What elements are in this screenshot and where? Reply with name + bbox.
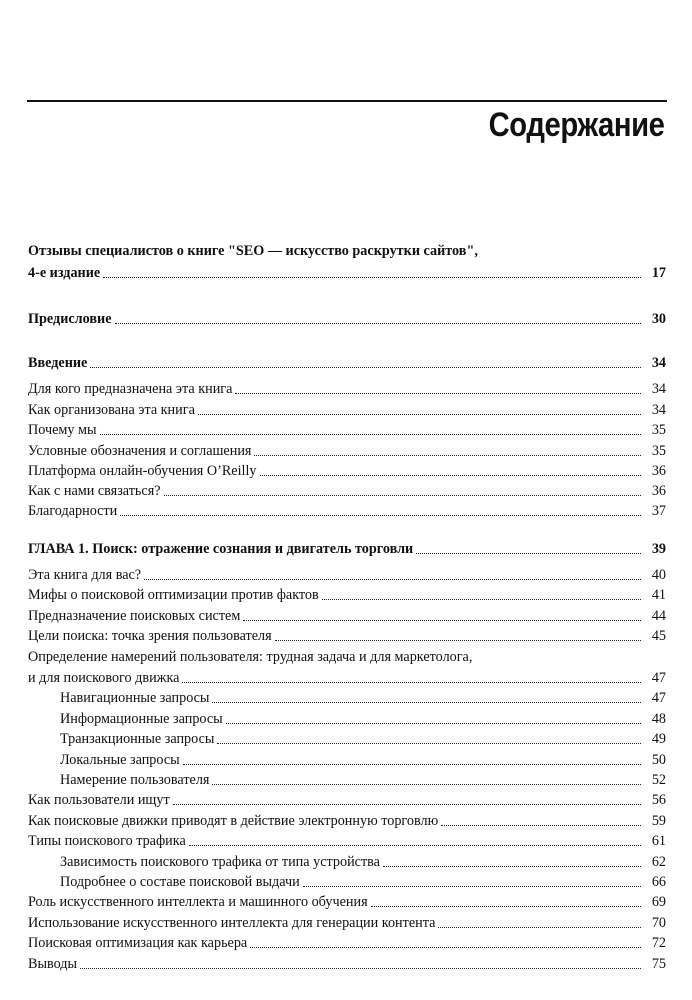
toc-entry[interactable] [60,851,666,871]
toc-entry-page: 36 [651,483,666,499]
toc-entry-page: 39 [651,541,666,557]
toc-entry-title: Транзакционные запросы [60,731,215,747]
dot-leader [144,578,641,580]
toc-entry-page: 66 [651,874,666,890]
dot-leader [322,598,641,600]
dot-leader [438,926,641,928]
dot-leader [212,783,641,785]
dot-leader [80,967,641,969]
toc-entry-page: 47 [651,670,666,686]
toc-entry-page: 48 [651,711,666,727]
toc-entry-title: Условные обозначения и соглашения [28,443,252,459]
toc-entry-title: Для кого предназначена эта книга [28,381,233,397]
toc-entry-page: 72 [651,935,666,951]
toc-entry-page: 41 [651,587,666,603]
dot-leader [383,865,641,867]
toc-entry-title: Намерение пользователя [60,772,210,788]
toc-entry[interactable] [28,419,666,439]
toc-entry[interactable] [60,708,666,728]
dot-leader [182,681,641,683]
toc-entry-title: Эта книга для вас? [28,567,142,583]
toc-entry-title: Роль искусственного интеллекта и машинного обучения [28,894,368,910]
toc-entry-title: Выводы [28,956,78,972]
toc-entry-page: 34 [651,355,666,371]
toc-entry-page: 61 [651,833,666,849]
toc-entry[interactable] [28,667,666,687]
dot-leader [371,905,641,907]
toc-entry-title: 4-е издание [28,265,101,281]
toc-entry-page: 37 [651,503,666,519]
dot-leader [173,803,641,805]
toc-entry-title: Введение [28,355,88,371]
toc-entry-title: Благодарности [28,503,118,519]
toc-entry[interactable] [28,953,666,973]
dot-leader [250,946,641,948]
toc-entry[interactable] [28,378,666,398]
toc-entry[interactable] [28,480,666,500]
toc-entry[interactable] [28,240,666,260]
toc-entry[interactable] [28,932,666,952]
toc-entry-page: 59 [651,813,666,829]
toc-entry-page: 40 [651,567,666,583]
toc-entry-title: Определение намерений пользователя: трудная задача и для маркетолога, [28,649,473,665]
toc-entry-page: 49 [651,731,666,747]
toc-entry[interactable] [28,308,666,328]
toc-entry-title: Как с нами связаться? [28,483,161,499]
toc-entry-page: 70 [651,915,666,931]
toc-entry[interactable] [28,789,666,809]
toc-entry-page: 52 [651,772,666,788]
dot-leader [212,701,641,703]
toc-entry-title: Использование искусственного интеллекта для генерации контента [28,915,436,931]
toc-entry-title: Предисловие [28,311,112,327]
dot-leader [303,885,641,887]
dot-leader [189,844,641,846]
toc-entry-title: ГЛАВА 1. Поиск: отражение сознания и двигатель торговли [28,541,414,557]
toc-entry-page: 17 [651,265,666,281]
dot-leader [254,454,641,456]
toc-entry[interactable] [28,262,666,282]
toc-entry[interactable] [28,399,666,419]
toc-entry-page: 45 [651,628,666,644]
page-title: Содержание [488,106,664,144]
dot-leader [198,413,641,415]
toc-entry-page: 44 [651,608,666,624]
toc-entry[interactable] [28,625,666,645]
toc-entry[interactable] [28,891,666,911]
toc-entry[interactable] [60,687,666,707]
toc-entry[interactable] [28,584,666,604]
dot-leader [115,322,641,324]
toc-entry[interactable] [28,605,666,625]
dot-leader [441,824,641,826]
toc-entry[interactable] [28,460,666,480]
toc-entry-title: Как поисковые движки приводят в действие электронную торговлю [28,813,439,829]
toc-entry-title: Подробнее о составе поисковой выдачи [60,874,300,890]
dot-leader [217,742,641,744]
dot-leader [235,392,641,394]
toc-entry-page: 75 [651,956,666,972]
toc-entry[interactable] [28,646,666,666]
toc-entry[interactable] [28,538,666,558]
dot-leader [260,474,641,476]
toc-entry-title: Зависимость поискового трафика от типа устройства [60,854,380,870]
toc-entry-page: 30 [651,311,666,327]
toc-entry[interactable] [28,830,666,850]
toc-entry[interactable] [28,352,666,372]
dot-leader [120,514,641,516]
toc-entry-title: Информационные запросы [60,711,223,727]
dot-leader [164,494,641,496]
toc-entry-title: Как организована эта книга [28,402,195,418]
toc-entry-title: Цели поиска: точка зрения пользователя [28,628,272,644]
toc-entry-title: Типы поискового трафика [28,833,186,849]
toc-entry-title: Отзывы специалистов о книге "SEO — искусство раскрутки сайтов", [28,243,478,259]
dot-leader [183,763,641,765]
toc-entry[interactable] [28,564,666,584]
toc-entry-page: 34 [651,402,666,418]
toc-entry[interactable] [28,810,666,830]
toc-entry-page: 56 [651,792,666,808]
dot-leader [103,276,641,278]
dot-leader [226,722,641,724]
toc-entry-page: 62 [651,854,666,870]
toc-entry-title: Локальные запросы [60,752,180,768]
toc-entry-page: 47 [651,690,666,706]
toc-entry-title: Навигационные запросы [60,690,210,706]
dot-leader [100,433,641,435]
toc-entry[interactable] [60,769,666,789]
toc-entry-title: Поисковая оптимизация как карьера [28,935,248,951]
toc-entry-title: Как пользователи ищут [28,792,170,808]
dot-leader [416,552,641,554]
toc-entry-title: Почему мы [28,422,97,438]
toc-entry[interactable] [28,500,666,520]
toc-entry-title: Предназначение поисковых систем [28,608,241,624]
dot-leader [275,639,641,641]
toc-entry[interactable] [28,912,666,932]
toc-entry-page: 35 [651,422,666,438]
toc-entry-page: 35 [651,443,666,459]
toc-entry-title: и для поискового движка [28,670,180,686]
toc-entry-page: 36 [651,463,666,479]
toc-entry-page: 50 [651,752,666,768]
toc-entry-page: 69 [651,894,666,910]
toc-entry[interactable] [28,440,666,460]
toc-entry-title: Мифы о поисковой оптимизации против фактов [28,587,319,603]
dot-leader [243,619,641,621]
toc-entry[interactable] [60,871,666,891]
toc-entry[interactable] [60,749,666,769]
toc-entry-page: 34 [651,381,666,397]
dot-leader [90,366,641,368]
toc-entry-title: Платформа онлайн-обучения O’Reilly [28,463,257,479]
toc-entry[interactable] [60,728,666,748]
